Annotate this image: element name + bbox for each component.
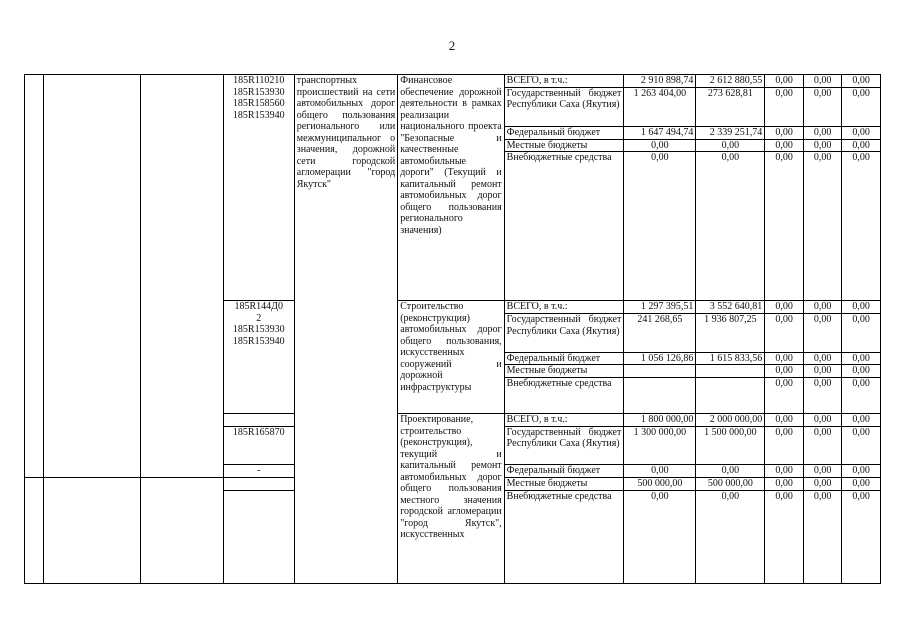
source-extra-budgetary: Внебюджетные средства	[504, 490, 624, 583]
amount-cell: 0,00	[842, 365, 881, 378]
source-local-budgets: Местные бюджеты	[504, 139, 624, 152]
amount-cell: 0,00	[696, 152, 765, 301]
amount-cell: 0,00	[803, 352, 842, 365]
source-federal-budget: Федеральный бюджет	[504, 352, 624, 365]
code-line: 185R153930	[232, 86, 285, 98]
amount-cell: 0,00	[803, 87, 842, 127]
amount-cell: 0,00	[765, 139, 804, 152]
amount-cell: 0,00	[765, 426, 804, 464]
amount-cell: 1 800 000,00	[624, 414, 696, 427]
event-description-2: Строительство (реконструкция) автомобильных дорог общего пользования, искусственных сооружений и дорожной инфраструктуры	[398, 301, 504, 414]
amount-cell: 0,00	[765, 127, 804, 140]
amount-cell: 273 628,81	[696, 87, 765, 127]
amount-cell: 0,00	[624, 152, 696, 301]
amount-cell: 0,00	[765, 377, 804, 413]
amount-cell: 0,00	[696, 490, 765, 583]
amount-cell: 0,00	[765, 490, 804, 583]
amount-cell: 0,00	[842, 301, 881, 314]
amount-cell: 0,00	[765, 87, 804, 127]
amount-cell: 0,00	[765, 152, 804, 301]
source-total: ВСЕГО, в т.ч.:	[504, 301, 624, 314]
amount-cell: 0,00	[842, 352, 881, 365]
amount-cell: 1 615 833,56	[696, 352, 765, 365]
amount-cell: 0,00	[765, 465, 804, 478]
amount-cell: 0,00	[803, 377, 842, 413]
column-3-cell	[140, 75, 223, 478]
source-total: ВСЕГО, в т.ч.:	[504, 414, 624, 427]
amount-cell	[696, 377, 765, 413]
amount-cell: 500 000,00	[696, 478, 765, 491]
amount-cell: 3 552 640,81	[696, 301, 765, 314]
column-1-cell	[25, 478, 44, 584]
amount-cell: 1 297 395,51	[624, 301, 696, 314]
amount-cell: 0,00	[842, 152, 881, 301]
code-line: 185R110210	[233, 75, 285, 86]
amount-cell: 1 936 807,25	[696, 314, 765, 352]
amount-cell: 0,00	[842, 465, 881, 478]
event-description-1: Финансовое обеспечение дорожной деятельности в рамках реализации национального проекта "Безопасные и качественные автомобильные дороги" (Текущий и капитальный ремонт автомобильных дорог общего пользования регионального значения)	[398, 75, 504, 301]
amount-cell	[696, 365, 765, 378]
column-3-cell	[140, 478, 223, 584]
amount-cell: 0,00	[696, 139, 765, 152]
code-spacer-cell	[223, 414, 294, 427]
amount-cell: 0,00	[803, 478, 842, 491]
amount-cell: 0,00	[803, 365, 842, 378]
amount-cell: 0,00	[803, 75, 842, 88]
source-state-budget: Государственный бюджет Республики Саха (Якутия)	[504, 426, 624, 464]
amount-cell: 0,00	[842, 414, 881, 427]
codes-group-1	[223, 75, 294, 301]
amount-cell: 0,00	[842, 139, 881, 152]
code-spacer-cell	[223, 478, 294, 491]
amount-cell: 0,00	[765, 414, 804, 427]
source-total: ВСЕГО, в т.ч.:	[504, 75, 624, 88]
source-state-budget: Государственный бюджет Республики Саха (Якутия)	[504, 314, 624, 352]
column-2-cell	[44, 478, 140, 584]
amount-cell: 1 647 494,74	[624, 127, 696, 140]
code-line: 185R158560	[232, 98, 285, 109]
amount-cell	[624, 377, 696, 413]
activity-description-1: транспортных происшествий на сети автомобильных дорог общего пользования регионального или межмуниципальног о значения, дорожной сети городской агломерации "город Якутск"	[294, 75, 397, 584]
amount-cell: 0,00	[803, 465, 842, 478]
amount-cell: 2 612 880,55	[696, 75, 765, 88]
source-extra-budgetary: Внебюджетные средства	[504, 152, 624, 301]
amount-cell: 2 000 000,00	[696, 414, 765, 427]
amount-cell: 0,00	[803, 490, 842, 583]
column-2-cell	[44, 75, 140, 478]
amount-cell: 0,00	[765, 314, 804, 352]
amount-cell: 0,00	[842, 87, 881, 127]
source-state-budget: Государственный бюджет Республики Саха (Якутия)	[504, 87, 624, 127]
code-dash: -	[223, 465, 294, 478]
code-line: 185R153940	[232, 109, 285, 121]
amount-cell: 0,00	[842, 127, 881, 140]
amount-cell: 0,00	[803, 414, 842, 427]
amount-cell: 0,00	[765, 301, 804, 314]
amount-cell: 0,00	[842, 75, 881, 88]
amount-cell: 0,00	[624, 139, 696, 152]
source-federal-budget: Федеральный бюджет	[504, 127, 624, 140]
amount-cell: 0,00	[803, 139, 842, 152]
amount-cell: 0,00	[624, 465, 696, 478]
source-local-budgets: Местные бюджеты	[504, 365, 624, 378]
source-extra-budgetary: Внебюджетные средства	[504, 377, 624, 413]
amount-cell: 0,00	[803, 301, 842, 314]
amount-cell: 1 300 000,00	[624, 426, 696, 464]
amount-cell: 0,00	[696, 465, 765, 478]
page-number: 2	[448, 38, 456, 53]
code-spacer-cell	[223, 490, 294, 583]
amount-cell: 0,00	[842, 377, 881, 413]
code-group-3: 185R165870	[223, 426, 294, 464]
amount-cell: 0,00	[765, 478, 804, 491]
source-local-budgets: Местные бюджеты	[504, 478, 624, 491]
amount-cell	[624, 365, 696, 378]
amount-cell: 0,00	[803, 314, 842, 352]
code-line: 185R153940	[232, 335, 285, 347]
amount-cell: 0,00	[624, 490, 696, 583]
amount-cell: 0,00	[765, 365, 804, 378]
amount-cell: 1 056 126,86	[624, 352, 696, 365]
amount-cell: 0,00	[803, 426, 842, 464]
code-line: 2	[256, 312, 262, 324]
code-line: 185R144Д0	[234, 301, 283, 313]
codes-group-2	[223, 301, 294, 414]
amount-cell: 0,00	[765, 75, 804, 88]
amount-cell: 0,00	[842, 314, 881, 352]
amount-cell: 0,00	[842, 478, 881, 491]
amount-cell: 1 500 000,00	[696, 426, 765, 464]
source-federal-budget: Федеральный бюджет	[504, 465, 624, 478]
amount-cell: 0,00	[803, 127, 842, 140]
amount-cell: 241 268,65	[624, 314, 696, 352]
code-line: 185R153930	[232, 324, 285, 336]
amount-cell: 1 263 404,00	[624, 87, 696, 127]
amount-cell: 0,00	[842, 490, 881, 583]
budget-table	[24, 74, 881, 584]
amount-cell: 500 000,00	[624, 478, 696, 491]
event-description-3: Проектирование, строительство (реконструкция), текущий и капитальный ремонт автомобильных дорог общего пользования местного значения городской агломерации "город Якутск", искусственных	[398, 414, 504, 584]
amount-cell: 2 339 251,74	[696, 127, 765, 140]
column-1-cell	[25, 75, 44, 478]
amount-cell: 0,00	[803, 152, 842, 301]
amount-cell: 0,00	[765, 352, 804, 365]
amount-cell: 2 910 898,74	[624, 75, 696, 88]
amount-cell: 0,00	[842, 426, 881, 464]
